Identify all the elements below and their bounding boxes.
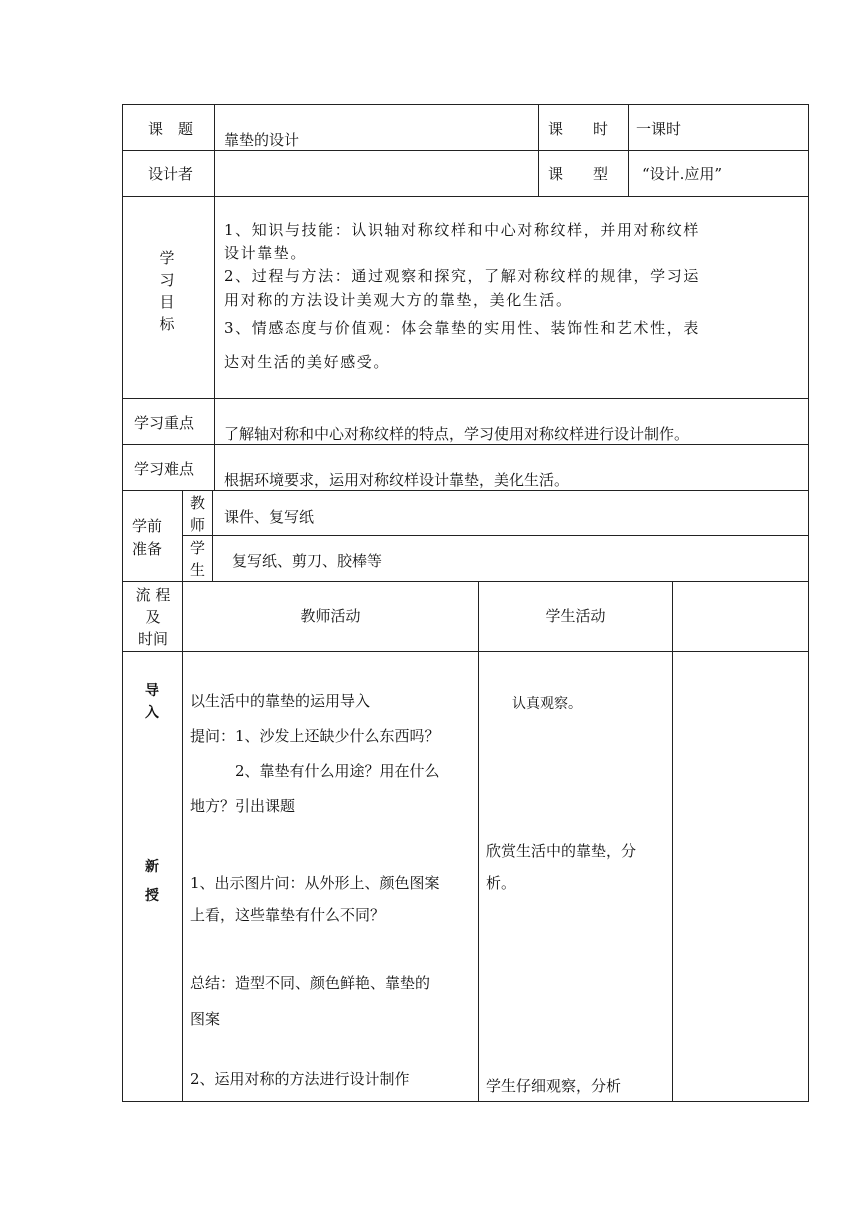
teacher-activity-line: 图案 [190,1010,221,1028]
preparation-label: 准备 [132,540,163,558]
rule [122,196,808,197]
teacher-activity-line: 总结：造型不同、颜色鲜艳、靠垫的 [190,974,431,992]
flow-header: 及 [145,608,161,626]
type-value: “设计.应用” [642,165,723,183]
objective-line: 达对生活的美好感受。 [224,353,391,371]
rule [628,104,629,196]
teacher-prep-value: 课件、复写纸 [224,508,315,526]
rule [122,398,808,399]
preparation-label: 学前 [132,517,163,535]
topic-value: 靠垫的设计 [224,131,300,149]
student-activity-line: 学生仔细观察，分析 [486,1077,622,1095]
student-activity-line: 析。 [486,874,517,892]
teacher-activity-line: 2、运用对称的方法进行设计制作 [190,1070,410,1088]
objective-line: 3、情感态度与价值观：体会靠垫的实用性、装饰性和艺术性，表 [224,319,700,337]
objectives-label-char: 标 [159,315,175,333]
difficulty-label: 学习难点 [134,460,195,478]
objectives-label [152,247,182,335]
teacher-activity-line: 1、出示图片问：从外形上、颜色图案 [190,874,440,892]
key-point-value: 了解轴对称和中心对称纹样的特点，学习使用对称纹样进行设计制作。 [224,425,690,443]
student-prep-label: 学 [190,539,206,557]
student-prep-label: 生 [190,561,206,579]
objectives-label-char: 目 [159,293,175,311]
teacher-activity-line: 提问：1、沙发上还缺少什么东西吗？ [190,727,440,745]
rule [478,581,479,1102]
rule [122,104,123,1102]
objectives-label-char: 学 [159,249,175,267]
teacher-activity-line: 上看，这些靠垫有什么不同？ [190,906,386,924]
teacher-prep-label: 教 [190,494,206,512]
flow-header: 时间 [137,630,168,648]
rule [122,581,808,582]
flow-header: 流 程 [135,586,171,604]
rule [212,490,213,581]
objective-line: 设计靠垫。 [224,244,308,262]
key-point-label: 学习重点 [134,414,195,432]
objectives-label-char: 习 [159,271,175,289]
stage-label-new: 授 [145,888,159,904]
stage-label-new: 新 [145,859,159,875]
student-activity-line: 欣赏生活中的靠垫，分 [486,842,637,860]
difficulty-value: 根据环境要求，运用对称纹样设计靠垫，美化生活。 [224,471,570,489]
teacher-activity-line: 以生活中的靠垫的运用导入 [190,692,371,710]
objective-line: 1、知识与技能：认识轴对称纹样和中心对称纹样，并用对称纹样 [224,221,700,239]
student-activity-line: 认真观察。 [512,696,582,712]
designer-label: 设计者 [148,165,194,183]
rule [214,104,215,490]
teacher-activity-line: 地方？引出课题 [190,797,296,815]
rule [538,104,539,196]
teacher-prep-label: 师 [190,516,206,534]
teacher-activity-line: 2、靠垫有什么用途？用在什么 [190,762,440,780]
type-label: 课 型 [548,165,609,183]
stage-label-intro: 入 [145,705,159,721]
rule [182,535,808,536]
rule [122,1101,808,1102]
student-prep-value: 复写纸、剪刀、胶棒等 [232,552,383,570]
rule [122,651,808,652]
period-value: 一课时 [636,120,682,138]
teacher-activity-header: 教师活动 [300,607,361,625]
rule [182,490,183,1102]
student-activity-header: 学生活动 [545,607,606,625]
rule [672,581,673,1102]
rule [808,104,809,1102]
period-label: 课 时 [548,120,609,138]
objective-line: 2、过程与方法：通过观察和探究，了解对称纹样的规律，学习运 [224,267,700,285]
rule [122,104,808,105]
objective-line: 用对称的方法设计美观大方的靠垫，美化生活。 [224,291,573,309]
stage-label-intro: 导 [145,683,159,699]
topic-label: 课 题 [148,120,194,138]
